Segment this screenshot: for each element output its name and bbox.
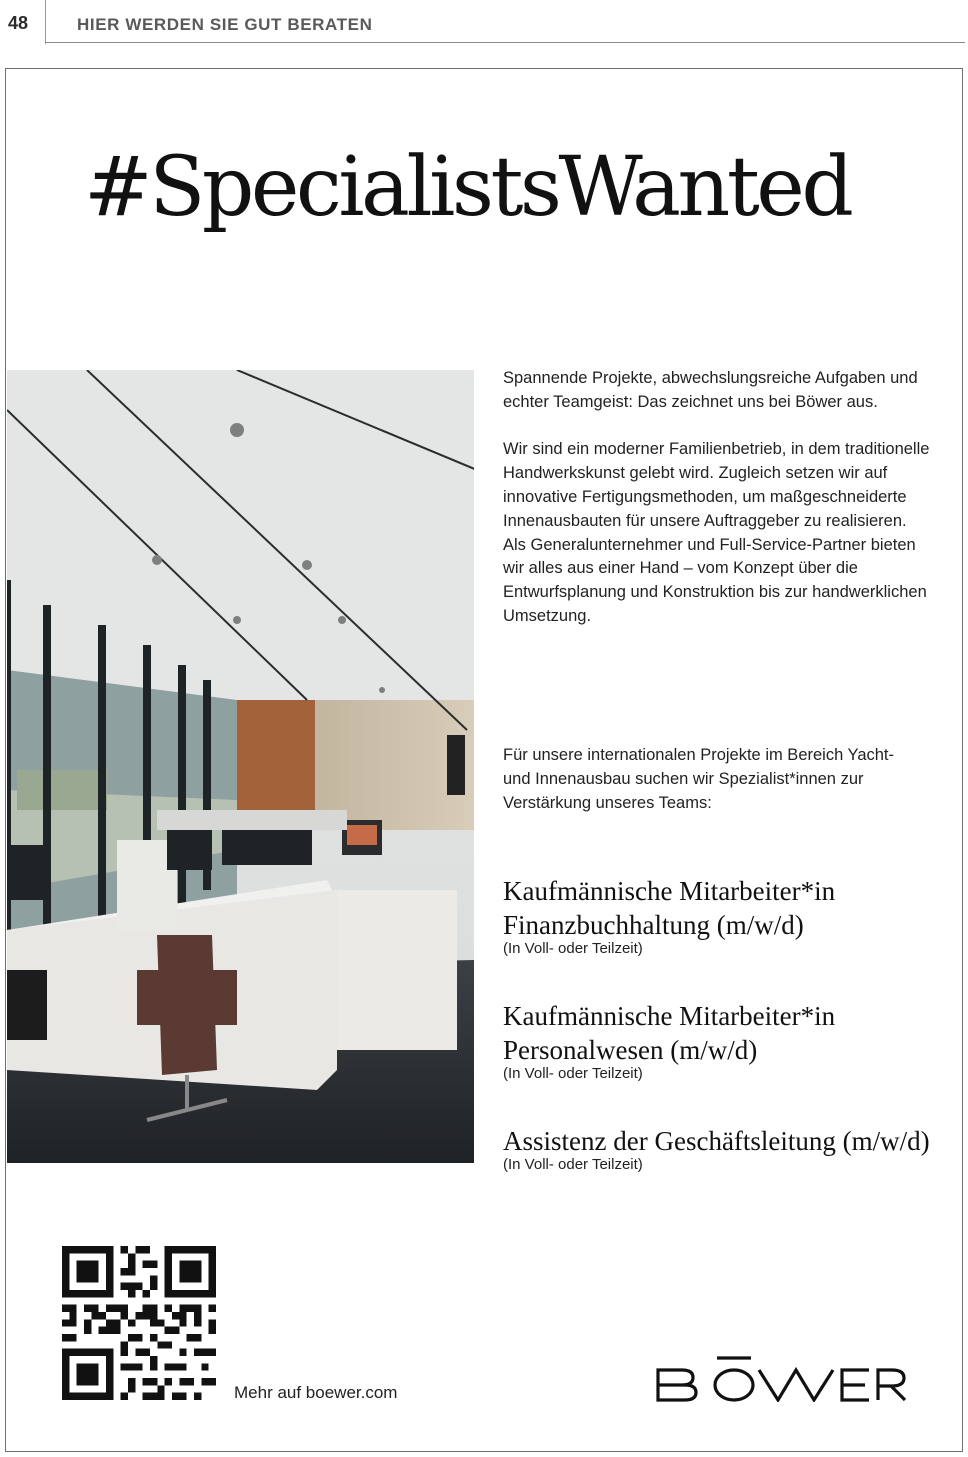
ad-headline: #SpecialistsWanted bbox=[84, 140, 851, 235]
job-title: Assistenz der Geschäftsleitung (m/w/d) bbox=[503, 1126, 930, 1156]
boewer-logo bbox=[655, 1352, 907, 1402]
office-photo bbox=[7, 370, 474, 1163]
header-rule bbox=[45, 42, 965, 43]
header-divider bbox=[45, 0, 46, 44]
qr-caption: Mehr auf boewer.com bbox=[234, 1383, 398, 1402]
job-note: (In Voll- oder Teilzeit) bbox=[503, 1156, 643, 1173]
job-listing bbox=[503, 999, 943, 1083]
job-title: Kaufmännische Mitarbeiter*in Finanzbuchhaltung (m/w/d) bbox=[503, 876, 836, 940]
page-number: 48 bbox=[8, 13, 29, 33]
job-listing bbox=[503, 874, 943, 958]
search-text: Für unsere internationalen Projekte im Bereich Yacht- und Innenausbau suchen wir Spezialist*innen zur Verstärkung unseres Teams: bbox=[503, 746, 895, 812]
page-header bbox=[0, 0, 968, 44]
job-note: (In Voll- oder Teilzeit) bbox=[503, 1065, 643, 1082]
section-title: HIER WERDEN SIE GUT BERATEN bbox=[77, 15, 373, 34]
qr-code[interactable] bbox=[62, 1246, 216, 1400]
job-note: (In Voll- oder Teilzeit) bbox=[503, 940, 643, 957]
intro-paragraph-1: Spannende Projekte, abwechslungsreiche Aufgaben und echter Teamgeist: Das zeichnet uns bei Böwer aus. bbox=[503, 369, 918, 411]
intro-paragraph-2: Wir sind ein moderner Familienbetrieb, in dem traditionelle Handwerkskunst gelebt wird. Zugleich setzen wir auf innovative Fertigungsmethoden, um maßgeschneiderte Innenausbauten für unsere Auftraggeber zu realisieren. Als Generalunternehmer und Full-Service-Partner bieten wir alles aus einer Hand – vom Konzept über die Entwurfsplanung und Konstruktion bis zur handwerklichen Umsetzung. bbox=[503, 440, 930, 625]
job-title: Kaufmännische Mitarbeiter*in Personalwesen (m/w/d) bbox=[503, 1001, 836, 1065]
intro-text bbox=[503, 367, 933, 653]
job-listing bbox=[503, 1124, 943, 1174]
